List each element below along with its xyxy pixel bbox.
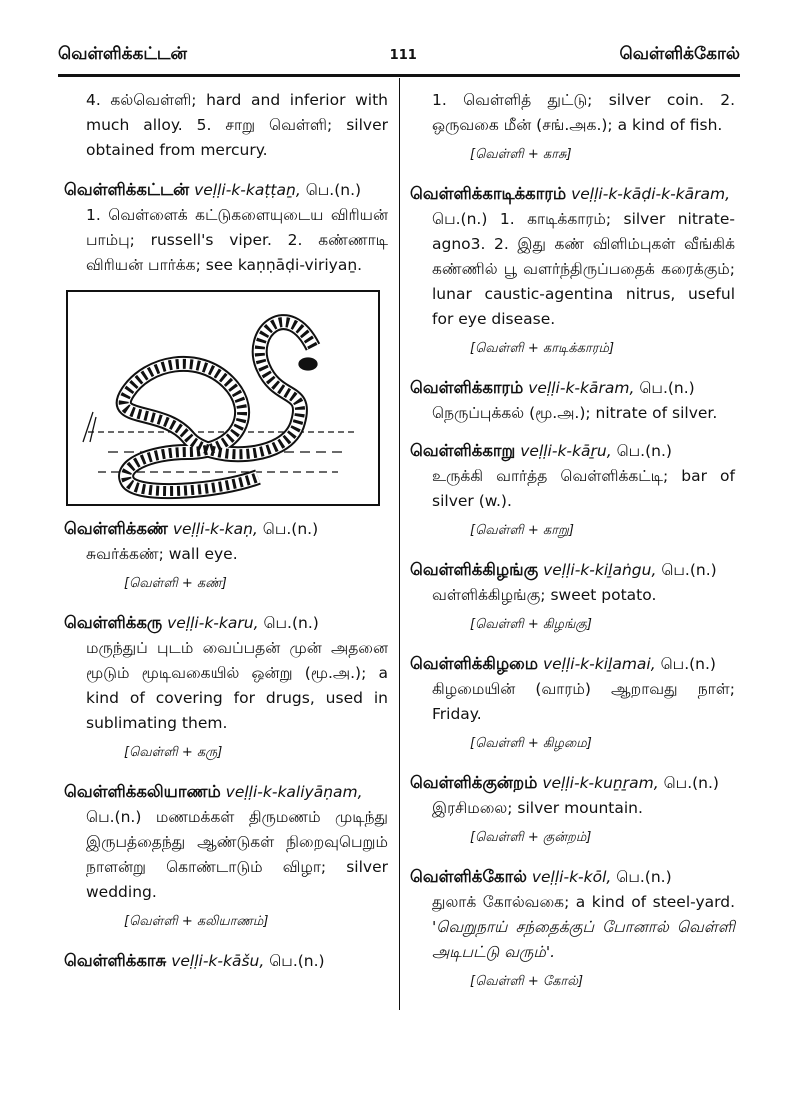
headword: வெள்ளிக்காரம் bbox=[410, 378, 524, 397]
part-of-speech: பெ.(n.) bbox=[262, 520, 319, 538]
snake-icon bbox=[68, 292, 378, 504]
part-of-speech: பெ.(n.) bbox=[269, 952, 325, 970]
dictionary-entry bbox=[64, 779, 388, 934]
running-header bbox=[58, 40, 740, 70]
headword: வெள்ளிக்கரு bbox=[64, 613, 163, 632]
header-rule bbox=[58, 74, 740, 77]
part-of-speech: பெ.(n.) bbox=[660, 655, 716, 673]
headword: வெள்ளிக்கிழமை bbox=[410, 654, 539, 673]
part-of-speech: பெ.(n.) bbox=[639, 379, 695, 397]
header-right-word: வெள்ளிக்கோல் bbox=[619, 44, 740, 64]
transliteration: veḷḷi-k-kāṟu, bbox=[520, 442, 612, 460]
viper-illustration bbox=[66, 290, 380, 506]
proverb-quote: 'வெறுநாய் சந்தைக்குப் போனால் வெள்ளி அடிபட்டு வரும்'. bbox=[432, 918, 735, 961]
dictionary-entry bbox=[410, 181, 735, 361]
transliteration: veḷḷi-k-kōl, bbox=[531, 868, 612, 886]
dictionary-entry bbox=[64, 177, 388, 278]
etymology: [வெள்ளி + கிழமை] bbox=[470, 736, 592, 751]
transliteration: veḷḷi-k-kāḍi-k-kāram, bbox=[571, 185, 731, 203]
definition: 1. காடிக்காரம்; silver nitrate-agno3. 2. இது கண் விளிம்புகள் வீங்கிக் கண்ணில் பூ வளர்ந்திருப்பதைக் கரைக்கும்; lunar caustic-agentina nitrus, useful for eye disease. bbox=[432, 210, 735, 328]
definition: துலாக் கோல்வகை; a kind of steel-yard. bbox=[432, 893, 735, 911]
headword: வெள்ளிக்காடிக்காரம் bbox=[410, 184, 567, 203]
definition: கிழமையின் (வாரம்) ஆறாவது நாள்; Friday. bbox=[432, 680, 735, 723]
dictionary-entry bbox=[64, 948, 388, 974]
headword: வெள்ளிக்கிழங்கு bbox=[410, 560, 539, 579]
part-of-speech: பெ.(n.) bbox=[432, 210, 488, 228]
page-number: 111 bbox=[389, 47, 417, 63]
etymology: [வெள்ளி + காசு] bbox=[470, 147, 572, 162]
part-of-speech: பெ.(n.) bbox=[661, 561, 717, 579]
headword: வெள்ளிக்கட்டன் bbox=[64, 180, 190, 199]
transliteration: veḷḷi-k-kāram, bbox=[528, 379, 635, 397]
dictionary-entry bbox=[64, 516, 388, 596]
etymology: [வெள்ளி + கிழங்கு] bbox=[470, 617, 592, 632]
transliteration: veḷḷi-k-kuṉṟam, bbox=[542, 774, 659, 792]
column-divider bbox=[399, 78, 400, 1010]
transliteration: veḷḷi-k-karu, bbox=[167, 614, 259, 632]
etymology: [வெள்ளி + கோல்] bbox=[470, 974, 584, 989]
etymology: [வெள்ளி + குன்றம்] bbox=[470, 830, 592, 845]
part-of-speech: பெ.(n.) bbox=[616, 868, 672, 886]
definition: மருந்துப் புடம் வைப்பதன் முன் அதனை மூடும் மூடிவகையில் ஒன்று (மூ.அ.); a kind of covering for drugs, used in sublimating them. bbox=[86, 639, 388, 732]
part-of-speech: பெ.(n.) bbox=[616, 442, 672, 460]
transliteration: veḷḷi-k-kiḻamai, bbox=[542, 655, 656, 673]
etymology: [வெள்ளி + காடிக்காரம்] bbox=[470, 341, 615, 356]
definition: வள்ளிக்கிழங்கு; sweet potato. bbox=[432, 586, 657, 604]
headword: வெள்ளிக்கண் bbox=[64, 519, 168, 538]
definition: நெருப்புக்கல் (மூ.அ.); nitrate of silver. bbox=[432, 404, 718, 422]
definition: 1. வெள்ளைக் கட்டுகளையுடைய விரியன் பாம்பு; russell's viper. 2. கண்ணாடி விரியன் பார்க்க; see kaṇṇāḍi-viriyaṉ. bbox=[86, 206, 388, 274]
dictionary-entry bbox=[410, 651, 735, 756]
headword: வெள்ளிக்கோல் bbox=[410, 867, 527, 886]
transliteration: veḷḷi-k-kaṇ, bbox=[172, 520, 258, 538]
headword: வெள்ளிக்குன்றம் bbox=[410, 773, 538, 792]
etymology: [வெள்ளி + கரு] bbox=[124, 745, 223, 760]
dictionary-entry bbox=[410, 438, 735, 543]
part-of-speech: பெ.(n.) bbox=[663, 774, 719, 792]
transliteration: veḷḷi-k-kaṭṭaṉ, bbox=[194, 181, 301, 199]
dictionary-entry bbox=[410, 864, 735, 994]
header-left-word: வெள்ளிக்கட்டன் bbox=[58, 44, 187, 64]
part-of-speech: பெ.(n.) bbox=[263, 614, 319, 632]
left-column bbox=[64, 88, 388, 986]
headword: வெள்ளிக்காறு bbox=[410, 441, 516, 460]
dictionary-entry bbox=[410, 770, 735, 850]
headword: வெள்ளிக்கலியாணம் bbox=[64, 782, 221, 801]
headword: வெள்ளிக்காசு bbox=[64, 951, 167, 970]
dictionary-entry bbox=[410, 557, 735, 637]
etymology: [வெள்ளி + கண்] bbox=[124, 576, 227, 591]
transliteration: veḷḷi-k-kaliyāṇam, bbox=[225, 783, 363, 801]
part-of-speech: பெ.(n.) bbox=[86, 808, 142, 826]
dictionary-entry bbox=[64, 610, 388, 765]
definition: சுவர்க்கண்; wall eye. bbox=[86, 545, 238, 563]
transliteration: veḷḷi-k-kāšu, bbox=[171, 952, 265, 970]
definition: இரசிமலை; silver mountain. bbox=[432, 799, 643, 817]
transliteration: veḷḷi-k-kiḻaṅgu, bbox=[543, 561, 657, 579]
right-column bbox=[410, 88, 735, 1008]
part-of-speech: பெ.(n.) bbox=[305, 181, 362, 199]
etymology: [வெள்ளி + கலியாணம்] bbox=[124, 914, 269, 929]
dictionary-entry bbox=[410, 375, 735, 426]
definition: மணமக்கள் திருமணம் முடிந்து இருபத்தைந்து ஆண்டுகள் நிறைவுபெறும் நாளன்று கொண்டாடும் விழா; silver wedding. bbox=[86, 808, 388, 901]
definition: உருக்கி வார்த்த வெள்ளிக்கட்டி; bar of silver (w.). bbox=[432, 467, 735, 510]
continued-definition: 4. கல்வெள்ளி; hard and inferior with much alloy. 5. சாறு வெள்ளி; silver obtained from mercury. bbox=[86, 91, 388, 159]
continued-definition: 1. வெள்ளித் துட்டு; silver coin. 2. ஒருவகை மீன் (சங்.அக.); a kind of fish. bbox=[432, 91, 735, 134]
etymology: [வெள்ளி + காறு] bbox=[470, 523, 574, 538]
